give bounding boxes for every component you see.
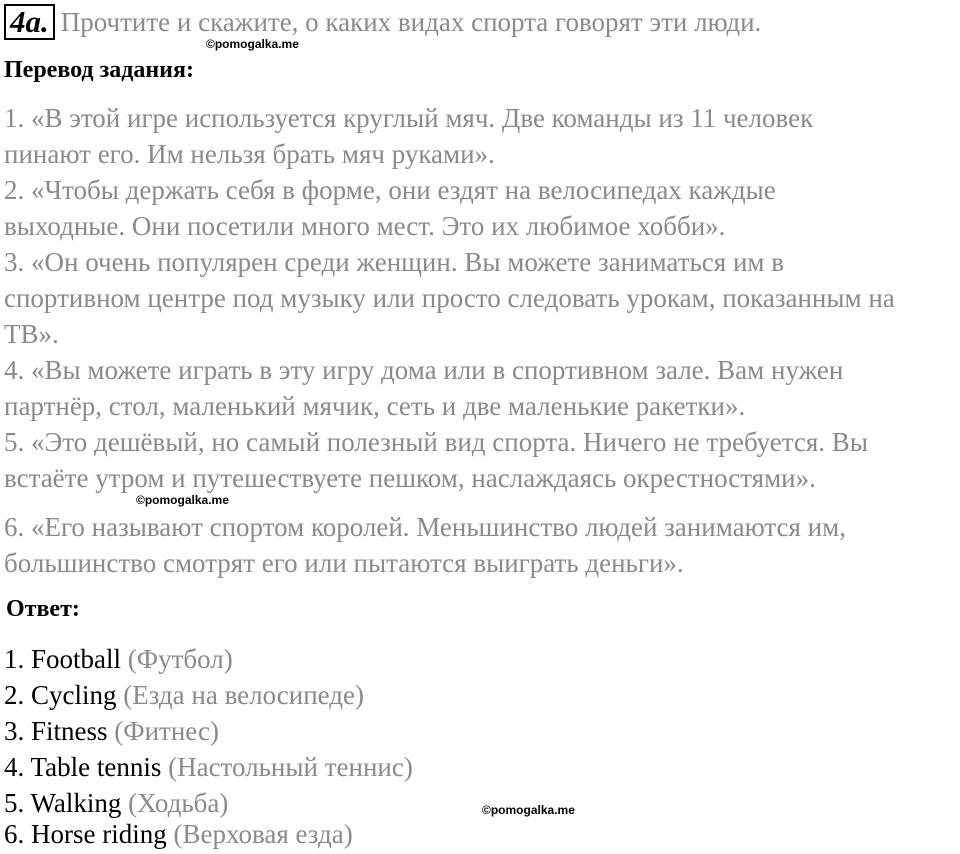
translation-line: 6. «Его называют спортом королей. Меньшинство людей занимаются им, [4, 512, 846, 542]
answer-russian: (Футбол) [127, 644, 233, 674]
list-item [4, 816, 353, 852]
translation-heading: Перевод задания: [4, 57, 194, 83]
translation-line: ТВ». [4, 319, 59, 349]
answer-russian: (Ходьба) [128, 788, 229, 818]
task-instruction: Прочтите и скажите, о каких видах спорта говорят эти люди. [60, 6, 762, 37]
task-number: 4a. [4, 4, 55, 40]
translation-line: партнёр, стол, маленький мячик, сеть и две маленькие ракетки». [4, 391, 746, 421]
answer-english: 5. Walking [4, 788, 122, 818]
translation-line: 1. «В этой игре используется круглый мяч. Две команды из 11 человек [4, 103, 814, 133]
translation-line: 5. «Это дешёвый, но самый полезный вид спорта. Ничего не требуется. Вы [4, 427, 868, 457]
answer-english: 6. Horse riding [4, 819, 167, 849]
list-item [4, 641, 233, 677]
watermark-middle: ©pomogalka.me [136, 493, 229, 507]
translation-line: 2. «Чтобы держать себя в форме, они ездят на велосипедах каждые [4, 175, 776, 205]
translation-line: 3. «Он очень популярен среди женщин. Вы можете заниматься им в [4, 247, 784, 277]
list-item [4, 677, 364, 713]
answer-russian: (Настольный теннис) [168, 752, 413, 782]
translation-line: спортивном центре под музыку или просто следовать урокам, показанным на [4, 283, 895, 313]
answer-russian: (Верховая езда) [173, 819, 353, 849]
translation-line: 4. «Вы можете играть в эту игру дома или в спортивном зале. Вам нужен [4, 355, 844, 385]
answer-english: 1. Football [4, 644, 122, 674]
answer-english: 4. Table tennis [4, 752, 162, 782]
answer-heading: Ответ: [6, 596, 80, 622]
answer-russian: (Езда на велосипеде) [123, 680, 365, 710]
translation-line: встаёте утром и путешествуете пешком, наслаждаясь окрестностями». [4, 463, 816, 493]
translation-line: пинают его. Им нельзя брать мяч руками». [4, 139, 495, 169]
list-item [4, 749, 413, 785]
answer-english: 3. Fitness [4, 716, 108, 746]
watermark-top: ©pomogalka.me [206, 37, 299, 51]
answer-russian: (Фитнес) [114, 716, 219, 746]
task-header [4, 4, 761, 40]
translation-line: большинство смотрят его или пытаются выиграть деньги». [4, 548, 684, 578]
translation-line: выходные. Они посетили много мест. Это их любимое хобби». [4, 211, 726, 241]
list-item [4, 713, 219, 749]
watermark-bottom: ©pomogalka.me [482, 803, 575, 817]
answer-english: 2. Cycling [4, 680, 117, 710]
